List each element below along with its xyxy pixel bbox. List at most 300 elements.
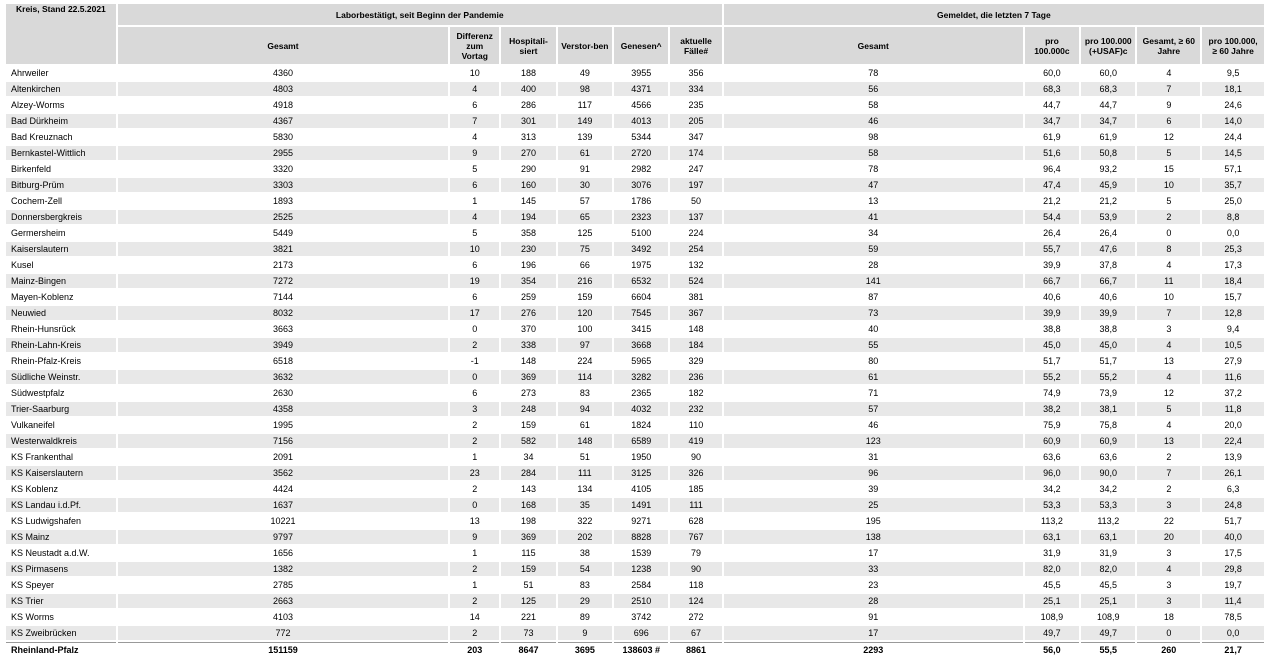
table-cell: 47,6 <box>1081 242 1135 256</box>
table-cell: 0 <box>1137 626 1200 640</box>
table-cell: 78,5 <box>1224 612 1242 622</box>
table-cell: 4 <box>1137 562 1200 576</box>
table-cell: 38,2 <box>1025 402 1079 416</box>
table-cell: 63,1 <box>1025 530 1079 544</box>
table-row <box>6 466 1264 480</box>
table-cell: 38,8 <box>1043 324 1061 334</box>
table-cell: 68,3 <box>1025 82 1079 96</box>
table-cell: 75 <box>558 242 612 256</box>
table-row <box>6 210 1264 224</box>
table-cell: 2 <box>1166 452 1172 462</box>
table-cell: 2 <box>1166 484 1172 494</box>
table-cell: 148 <box>520 356 536 366</box>
table-cell: 224 <box>688 228 704 238</box>
table-cell: 141 <box>724 274 1023 288</box>
table-cell: 96 <box>724 466 1023 480</box>
table-cell: 9,5 <box>1226 68 1240 78</box>
table-cell: 3632 <box>118 370 448 384</box>
table-cell: 11,8 <box>1202 402 1264 416</box>
table-cell: 51,7 <box>1043 356 1061 366</box>
table-cell: 10 <box>1163 292 1174 302</box>
table-cell: 34,7 <box>1025 114 1079 128</box>
table-cell: 6532 <box>614 274 668 288</box>
table-cell: 28 <box>868 260 879 270</box>
table-cell: 4105 <box>631 484 652 494</box>
table-cell: 40,0 <box>1202 530 1264 544</box>
table-cell: 1 <box>472 580 478 590</box>
table-cell: 30 <box>558 178 612 192</box>
table-cell: 80 <box>868 356 879 366</box>
table-cell: 6 <box>472 388 478 398</box>
district-name: Trier-Saarburg <box>6 402 116 416</box>
table-cell: 73 <box>724 306 1023 320</box>
table-cell: 38 <box>579 548 590 558</box>
table-cell: 4566 <box>631 100 652 110</box>
table-cell: 322 <box>577 516 593 526</box>
table-cell: 61 <box>558 146 612 160</box>
table-cell: 75,9 <box>1043 420 1061 430</box>
table-cell: 3492 <box>614 242 668 256</box>
table-row <box>6 610 1264 624</box>
table-cell: 159 <box>501 562 555 576</box>
table-cell: 272 <box>688 612 704 622</box>
table-cell: 188 <box>520 68 536 78</box>
table-cell: 3663 <box>272 324 293 334</box>
table-cell: 82,0 <box>1081 562 1135 576</box>
table-cell: 13 <box>1137 434 1200 448</box>
table-cell: 2323 <box>614 210 668 224</box>
table-row <box>6 98 1264 112</box>
table-cell: 96,4 <box>1043 164 1061 174</box>
table-cell: 2 <box>1137 210 1200 224</box>
table-cell: 0,0 <box>1202 626 1264 640</box>
table-cell: 347 <box>688 132 704 142</box>
table-cell: 59 <box>724 242 1023 256</box>
table-cell: 4358 <box>118 402 448 416</box>
table-cell: 26,4 <box>1099 228 1118 238</box>
table-cell: 139 <box>577 132 593 142</box>
table-cell: 39,9 <box>1043 260 1061 270</box>
table-cell: 3 <box>1166 580 1172 590</box>
table-cell: 38,8 <box>1099 324 1118 334</box>
table-cell: 24,6 <box>1224 100 1242 110</box>
table-cell: 17,5 <box>1224 548 1242 558</box>
table-cell: 5 <box>1166 196 1172 206</box>
table-cell: 3668 <box>614 338 668 352</box>
table-cell: 19,7 <box>1224 580 1242 590</box>
table-row <box>6 194 1264 208</box>
table-cell: 5449 <box>272 228 293 238</box>
table-cell: 5965 <box>631 356 652 366</box>
table-cell: 17 <box>868 548 879 558</box>
table-cell: 51 <box>579 452 590 462</box>
table-row <box>6 354 1264 368</box>
table-row <box>6 450 1264 464</box>
table-cell: 78 <box>868 164 879 174</box>
table-cell: 75,8 <box>1099 420 1118 430</box>
total-cell: 8861 <box>670 642 721 657</box>
table-cell: 55 <box>724 338 1023 352</box>
table-cell: 31,9 <box>1043 548 1061 558</box>
district-name: Mainz-Bingen <box>6 274 116 288</box>
district-name: Mayen-Koblenz <box>11 292 74 302</box>
district-name: KS Frankenthal <box>11 452 74 462</box>
table-cell: 22 <box>1163 516 1174 526</box>
table-cell: 4 <box>1166 68 1172 78</box>
table-cell: 9 <box>558 626 612 640</box>
table-cell: 11 <box>1137 274 1200 288</box>
table-cell: 63,6 <box>1043 452 1061 462</box>
table-cell: 148 <box>558 434 612 448</box>
table-row <box>6 322 1264 336</box>
table-cell: 50 <box>691 196 702 206</box>
table-cell: 25 <box>724 498 1023 512</box>
district-name: KS Mainz <box>6 530 116 544</box>
table-cell: 6 <box>472 100 478 110</box>
table-cell: 8,8 <box>1202 210 1264 224</box>
table-cell: 108,9 <box>1097 612 1120 622</box>
table-cell: 46 <box>868 420 879 430</box>
table-cell: 232 <box>670 402 721 416</box>
district-name: Donnersbergkreis <box>6 210 116 224</box>
table-cell: 5830 <box>272 132 293 142</box>
table-cell: 4803 <box>118 82 448 96</box>
table-cell: 54,4 <box>1025 210 1079 224</box>
table-cell: 5344 <box>631 132 652 142</box>
table-row <box>6 434 1264 448</box>
table-cell: 1995 <box>272 420 293 430</box>
column-header: Genesen^ <box>614 27 668 64</box>
table-cell: 51,7 <box>1099 356 1118 366</box>
table-cell: 235 <box>688 100 704 110</box>
table-cell: 17,3 <box>1224 260 1242 270</box>
table-cell: 7545 <box>614 306 668 320</box>
table-cell: 381 <box>688 292 704 302</box>
table-cell: 6 <box>450 178 499 192</box>
table-cell: 224 <box>577 356 593 366</box>
table-cell: 45,0 <box>1025 338 1079 352</box>
table-row <box>6 226 1264 240</box>
district-name: KS Neustadt a.d.W. <box>11 548 90 558</box>
total-label: Rheinland-Pfalz <box>6 642 116 657</box>
table-cell: 108,9 <box>1040 612 1064 622</box>
table-row <box>6 130 1264 144</box>
district-name: Südwestpfalz <box>11 388 65 398</box>
district-name: Kaiserslautern <box>6 242 116 256</box>
total-row <box>6 642 1264 657</box>
table-cell: 270 <box>501 146 555 160</box>
table-cell: 15,7 <box>1224 292 1242 302</box>
table-cell: 66,7 <box>1081 274 1135 288</box>
table-cell: 45,5 <box>1043 580 1061 590</box>
table-cell: 34 <box>868 228 879 238</box>
table-row <box>6 290 1264 304</box>
table-cell: 216 <box>558 274 612 288</box>
table-cell: 1491 <box>614 498 668 512</box>
table-cell: 3 <box>1137 498 1200 512</box>
table-cell: 10 <box>469 68 480 78</box>
table-cell: 68,3 <box>1081 82 1135 96</box>
table-cell: 7 <box>450 114 499 128</box>
table-cell: 13 <box>1163 356 1174 366</box>
table-cell: 17 <box>450 306 499 320</box>
table-cell: 5 <box>1137 146 1200 160</box>
table-cell: 9,4 <box>1226 324 1240 334</box>
table-cell: 22,4 <box>1202 434 1264 448</box>
table-cell: 40,6 <box>1099 292 1118 302</box>
table-cell: 34 <box>523 452 534 462</box>
table-cell: 31,9 <box>1099 548 1118 558</box>
table-cell: 51,7 <box>1224 516 1242 526</box>
table-cell: 3320 <box>272 164 293 174</box>
table-cell: 26,1 <box>1202 466 1264 480</box>
table-cell: 184 <box>670 338 721 352</box>
table-cell: 4 <box>450 82 499 96</box>
table-cell: 73,9 <box>1099 388 1118 398</box>
table-row <box>6 146 1264 160</box>
table-cell: 66 <box>579 260 590 270</box>
table-cell: 4 <box>1166 420 1172 430</box>
table-cell: 29 <box>558 594 612 608</box>
table-cell: 370 <box>520 324 536 334</box>
table-cell: 2584 <box>631 580 652 590</box>
column-header: aktuelle Fälle# <box>670 27 721 64</box>
table-cell: 14,5 <box>1202 146 1264 160</box>
column-header: Verstor-ben <box>558 27 612 64</box>
table-cell: 4013 <box>614 114 668 128</box>
table-cell: 1893 <box>272 196 293 206</box>
table-cell: 47,4 <box>1025 178 1079 192</box>
table-cell: 6518 <box>272 356 293 366</box>
table-cell: 182 <box>688 388 704 398</box>
table-cell: 2 <box>450 338 499 352</box>
table-cell: 10 <box>450 242 499 256</box>
table-cell: 49 <box>579 68 590 78</box>
table-cell: 1 <box>472 452 478 462</box>
table-cell: 97 <box>558 338 612 352</box>
district-name: Neuwied <box>6 306 116 320</box>
table-cell: 58 <box>868 100 879 110</box>
table-cell: 1824 <box>631 420 652 430</box>
table-cell: 58 <box>724 146 1023 160</box>
column-header: Gesamt, ≥ 60 Jahre <box>1137 27 1200 64</box>
table-cell: 12 <box>1163 388 1174 398</box>
table-cell: 55,2 <box>1081 370 1135 384</box>
total-cell: 2293 <box>724 642 1023 657</box>
table-cell: 65 <box>558 210 612 224</box>
district-name: Rhein-Hunsrück <box>11 324 76 334</box>
table-cell: 5 <box>472 164 478 174</box>
table-cell: 111 <box>558 466 612 480</box>
table-cell: 60,0 <box>1043 68 1061 78</box>
district-name: Bitburg-Prüm <box>6 178 116 192</box>
table-cell: 195 <box>865 516 881 526</box>
table-row <box>6 626 1264 640</box>
total-cell: 138603 # <box>614 642 668 657</box>
table-cell: 34,2 <box>1099 484 1118 494</box>
column-header: Hospitali-siert <box>501 27 555 64</box>
column-header: Gesamt <box>724 27 1023 64</box>
table-row <box>6 562 1264 576</box>
table-row <box>6 162 1264 176</box>
table-cell: 358 <box>520 228 536 238</box>
district-name: Altenkirchen <box>6 82 116 96</box>
table-cell: 6 <box>472 292 478 302</box>
table-cell: 66,7 <box>1025 274 1079 288</box>
table-cell: 9 <box>1166 100 1172 110</box>
table-row <box>6 258 1264 272</box>
table-cell: 2173 <box>272 260 293 270</box>
table-cell: 57 <box>579 196 590 206</box>
table-cell: 29,8 <box>1202 562 1264 576</box>
table-cell: 50,8 <box>1081 146 1135 160</box>
table-cell: 3415 <box>631 324 652 334</box>
table-cell: 1238 <box>614 562 668 576</box>
table-cell: 37,8 <box>1099 260 1118 270</box>
table-cell: 3 <box>1166 324 1172 334</box>
total-cell: 260 <box>1137 642 1200 657</box>
table-cell: 46 <box>724 114 1023 128</box>
table-cell: 20,0 <box>1224 420 1242 430</box>
table-cell: 25,0 <box>1224 196 1242 206</box>
table-cell: 45,0 <box>1081 338 1135 352</box>
table-cell: 1637 <box>118 498 448 512</box>
table-cell: 132 <box>688 260 704 270</box>
table-cell: 6 <box>472 260 478 270</box>
table-cell: 34,2 <box>1043 484 1061 494</box>
table-cell: 63,1 <box>1081 530 1135 544</box>
table-cell: 18 <box>1163 612 1174 622</box>
table-cell: 524 <box>670 274 721 288</box>
total-cell: 3695 <box>558 642 612 657</box>
table-cell: 45,9 <box>1081 178 1135 192</box>
table-cell: 767 <box>670 530 721 544</box>
table-cell: 2720 <box>614 146 668 160</box>
table-cell: 118 <box>688 580 704 590</box>
table-cell: 4 <box>1166 260 1172 270</box>
table-cell: 14,0 <box>1202 114 1264 128</box>
table-cell: 19 <box>450 274 499 288</box>
table-row <box>6 178 1264 192</box>
table-cell: 7 <box>1137 466 1200 480</box>
district-name: KS Kaiserslautern <box>6 466 116 480</box>
table-cell: 197 <box>670 178 721 192</box>
table-cell: 7156 <box>118 434 448 448</box>
table-cell: 247 <box>688 164 704 174</box>
table-cell: 67 <box>670 626 721 640</box>
table-cell: 3742 <box>631 612 652 622</box>
table-cell: 13,9 <box>1224 452 1242 462</box>
table-cell: 49,7 <box>1081 626 1135 640</box>
table-cell: 39,9 <box>1081 306 1135 320</box>
table-cell: 51,6 <box>1025 146 1079 160</box>
table-cell: 110 <box>688 420 704 430</box>
table-cell: 3125 <box>614 466 668 480</box>
table-cell: 98 <box>868 132 879 142</box>
table-cell: 248 <box>501 402 555 416</box>
total-cell: 21,7 <box>1202 642 1264 657</box>
table-cell: 14 <box>469 612 480 622</box>
table-cell: 168 <box>501 498 555 512</box>
table-cell: 0 <box>1166 228 1172 238</box>
table-cell: 0 <box>450 370 499 384</box>
table-cell: 60,9 <box>1081 434 1135 448</box>
table-cell: 53,3 <box>1025 498 1079 512</box>
table-cell: 138 <box>724 530 1023 544</box>
table-cell: 10221 <box>270 516 296 526</box>
district-name: Westerwaldkreis <box>6 434 116 448</box>
table-cell: 205 <box>670 114 721 128</box>
table-cell: 12,8 <box>1202 306 1264 320</box>
table-cell: 40,6 <box>1043 292 1061 302</box>
district-name: Birkenfeld <box>11 164 52 174</box>
table-cell: 53,9 <box>1081 210 1135 224</box>
table-cell: 400 <box>501 82 555 96</box>
table-cell: 9797 <box>118 530 448 544</box>
table-cell: 7272 <box>118 274 448 288</box>
table-cell: 24,4 <box>1224 132 1242 142</box>
table-cell: 5 <box>472 228 478 238</box>
table-cell: 0 <box>450 498 499 512</box>
table-cell: 8828 <box>614 530 668 544</box>
table-cell: 8 <box>1137 242 1200 256</box>
table-cell: 113,2 <box>1097 516 1120 526</box>
table-cell: 0,0 <box>1226 228 1240 238</box>
table-cell: 2525 <box>118 210 448 224</box>
table-cell: 5100 <box>631 228 652 238</box>
table-cell: 1786 <box>631 196 652 206</box>
table-cell: 356 <box>688 68 704 78</box>
district-name: KS Landau i.d.Pf. <box>6 498 116 512</box>
table-cell: 0 <box>472 324 478 334</box>
table-cell: 194 <box>501 210 555 224</box>
table-cell: 94 <box>558 402 612 416</box>
table-cell: 93,2 <box>1099 164 1118 174</box>
table-cell: 17 <box>724 626 1023 640</box>
table-cell: 34,7 <box>1081 114 1135 128</box>
table-cell: 111 <box>670 498 721 512</box>
table-cell: 61,9 <box>1043 132 1061 142</box>
table-cell: 202 <box>558 530 612 544</box>
table-cell: 27,9 <box>1224 356 1242 366</box>
table-cell: 3821 <box>118 242 448 256</box>
table-cell: 2 <box>450 562 499 576</box>
table-cell: 47 <box>724 178 1023 192</box>
table-cell: 55,7 <box>1025 242 1079 256</box>
table-cell: 3949 <box>118 338 448 352</box>
table-cell: 120 <box>558 306 612 320</box>
table-cell: 1950 <box>631 452 652 462</box>
table-cell: 90 <box>691 452 702 462</box>
table-cell: 2663 <box>118 594 448 608</box>
table-cell: 35,7 <box>1202 178 1264 192</box>
table-row <box>6 386 1264 400</box>
table-cell: 1656 <box>272 548 293 558</box>
table-cell: 79 <box>691 548 702 558</box>
table-cell: 124 <box>670 594 721 608</box>
table-row <box>6 546 1264 560</box>
table-cell: 367 <box>670 306 721 320</box>
table-cell: 45,5 <box>1099 580 1118 590</box>
table-cell: 8032 <box>118 306 448 320</box>
table-cell: 5 <box>1137 402 1200 416</box>
table-cell: 39 <box>868 484 879 494</box>
table-cell: 160 <box>501 178 555 192</box>
table-row <box>6 370 1264 384</box>
district-name: Südliche Weinstr. <box>6 370 116 384</box>
table-cell: 6 <box>1137 114 1200 128</box>
table-cell: 196 <box>520 260 536 270</box>
